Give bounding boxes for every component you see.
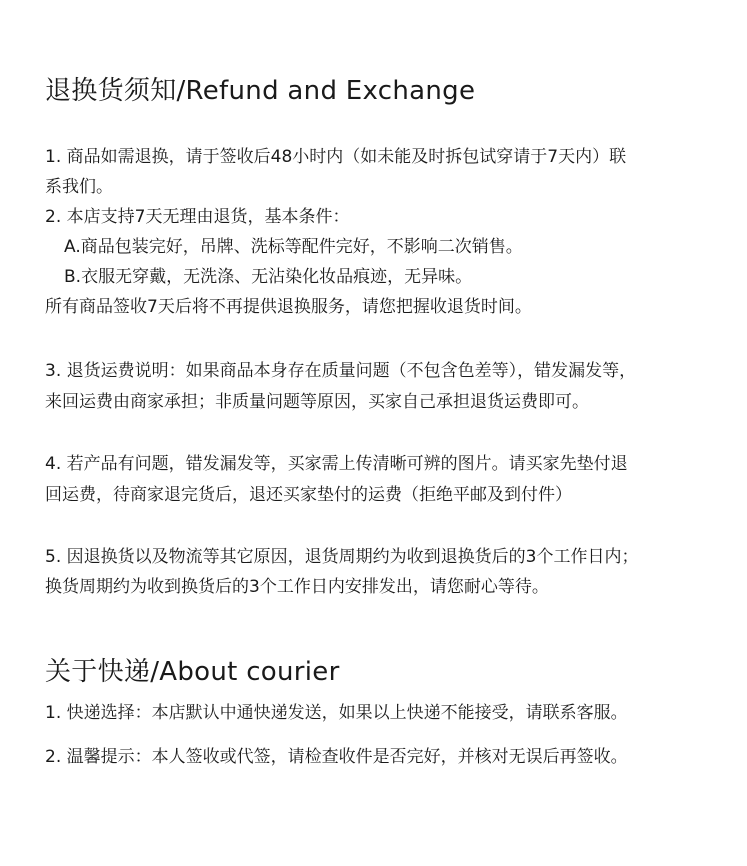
refund-condition-a: A.商品包装完好，吊牌、洗标等配件完好，不影响二次销售。 (64, 237, 523, 257)
courier-line-1: 1. 快递选择：本店默认中通快递发送，如果以上快递不能接受，请联系客服。 (45, 703, 628, 723)
refund-line-4a: 4. 若产品有问题，错发漏发等，买家需上传清晰可辨的图片。请买家先垫付退 (45, 454, 628, 474)
refund-line-1b: 系我们。 (45, 177, 113, 197)
refund-line-1a: 1. 商品如需退换，请于签收后48小时内（如未能及时拆包试穿请于7天内）联 (45, 147, 627, 167)
refund-condition-b: B.衣服无穿戴，无洗涤、无沾染化妆品痕迹，无异味。 (64, 267, 473, 287)
refund-line-3b: 来回运费由商家承担；非质量问题等原因，买家自己承担退货运费即可。 (45, 392, 589, 412)
refund-line-3a: 3. 退货运费说明：如果商品本身存在质量问题（不包含色差等），错发漏发等， (45, 361, 637, 381)
courier-heading: 关于快递/About courier (45, 657, 340, 687)
refund-line-4b: 回运费，待商家退完货后，退还买家垫付的运费（拒绝平邮及到付件） (45, 485, 572, 505)
refund-line-2: 2. 本店支持7天无理由退货，基本条件： (45, 207, 350, 227)
refund-time-limit: 所有商品签收7天后将不再提供退换服务，请您把握收退货时间。 (45, 297, 532, 317)
refund-heading: 退换货须知/Refund and Exchange (45, 76, 476, 106)
refund-line-5b: 换货周期约为收到换货后的3个工作日内安排发出，请您耐心等待。 (45, 577, 549, 597)
refund-line-5a: 5. 因退换货以及物流等其它原因，退货周期约为收到退换货后的3个工作日内； (45, 547, 639, 567)
courier-line-2: 2. 温馨提示：本人签收或代签，请检查收件是否完好，并核对无误后再签收。 (45, 747, 628, 767)
